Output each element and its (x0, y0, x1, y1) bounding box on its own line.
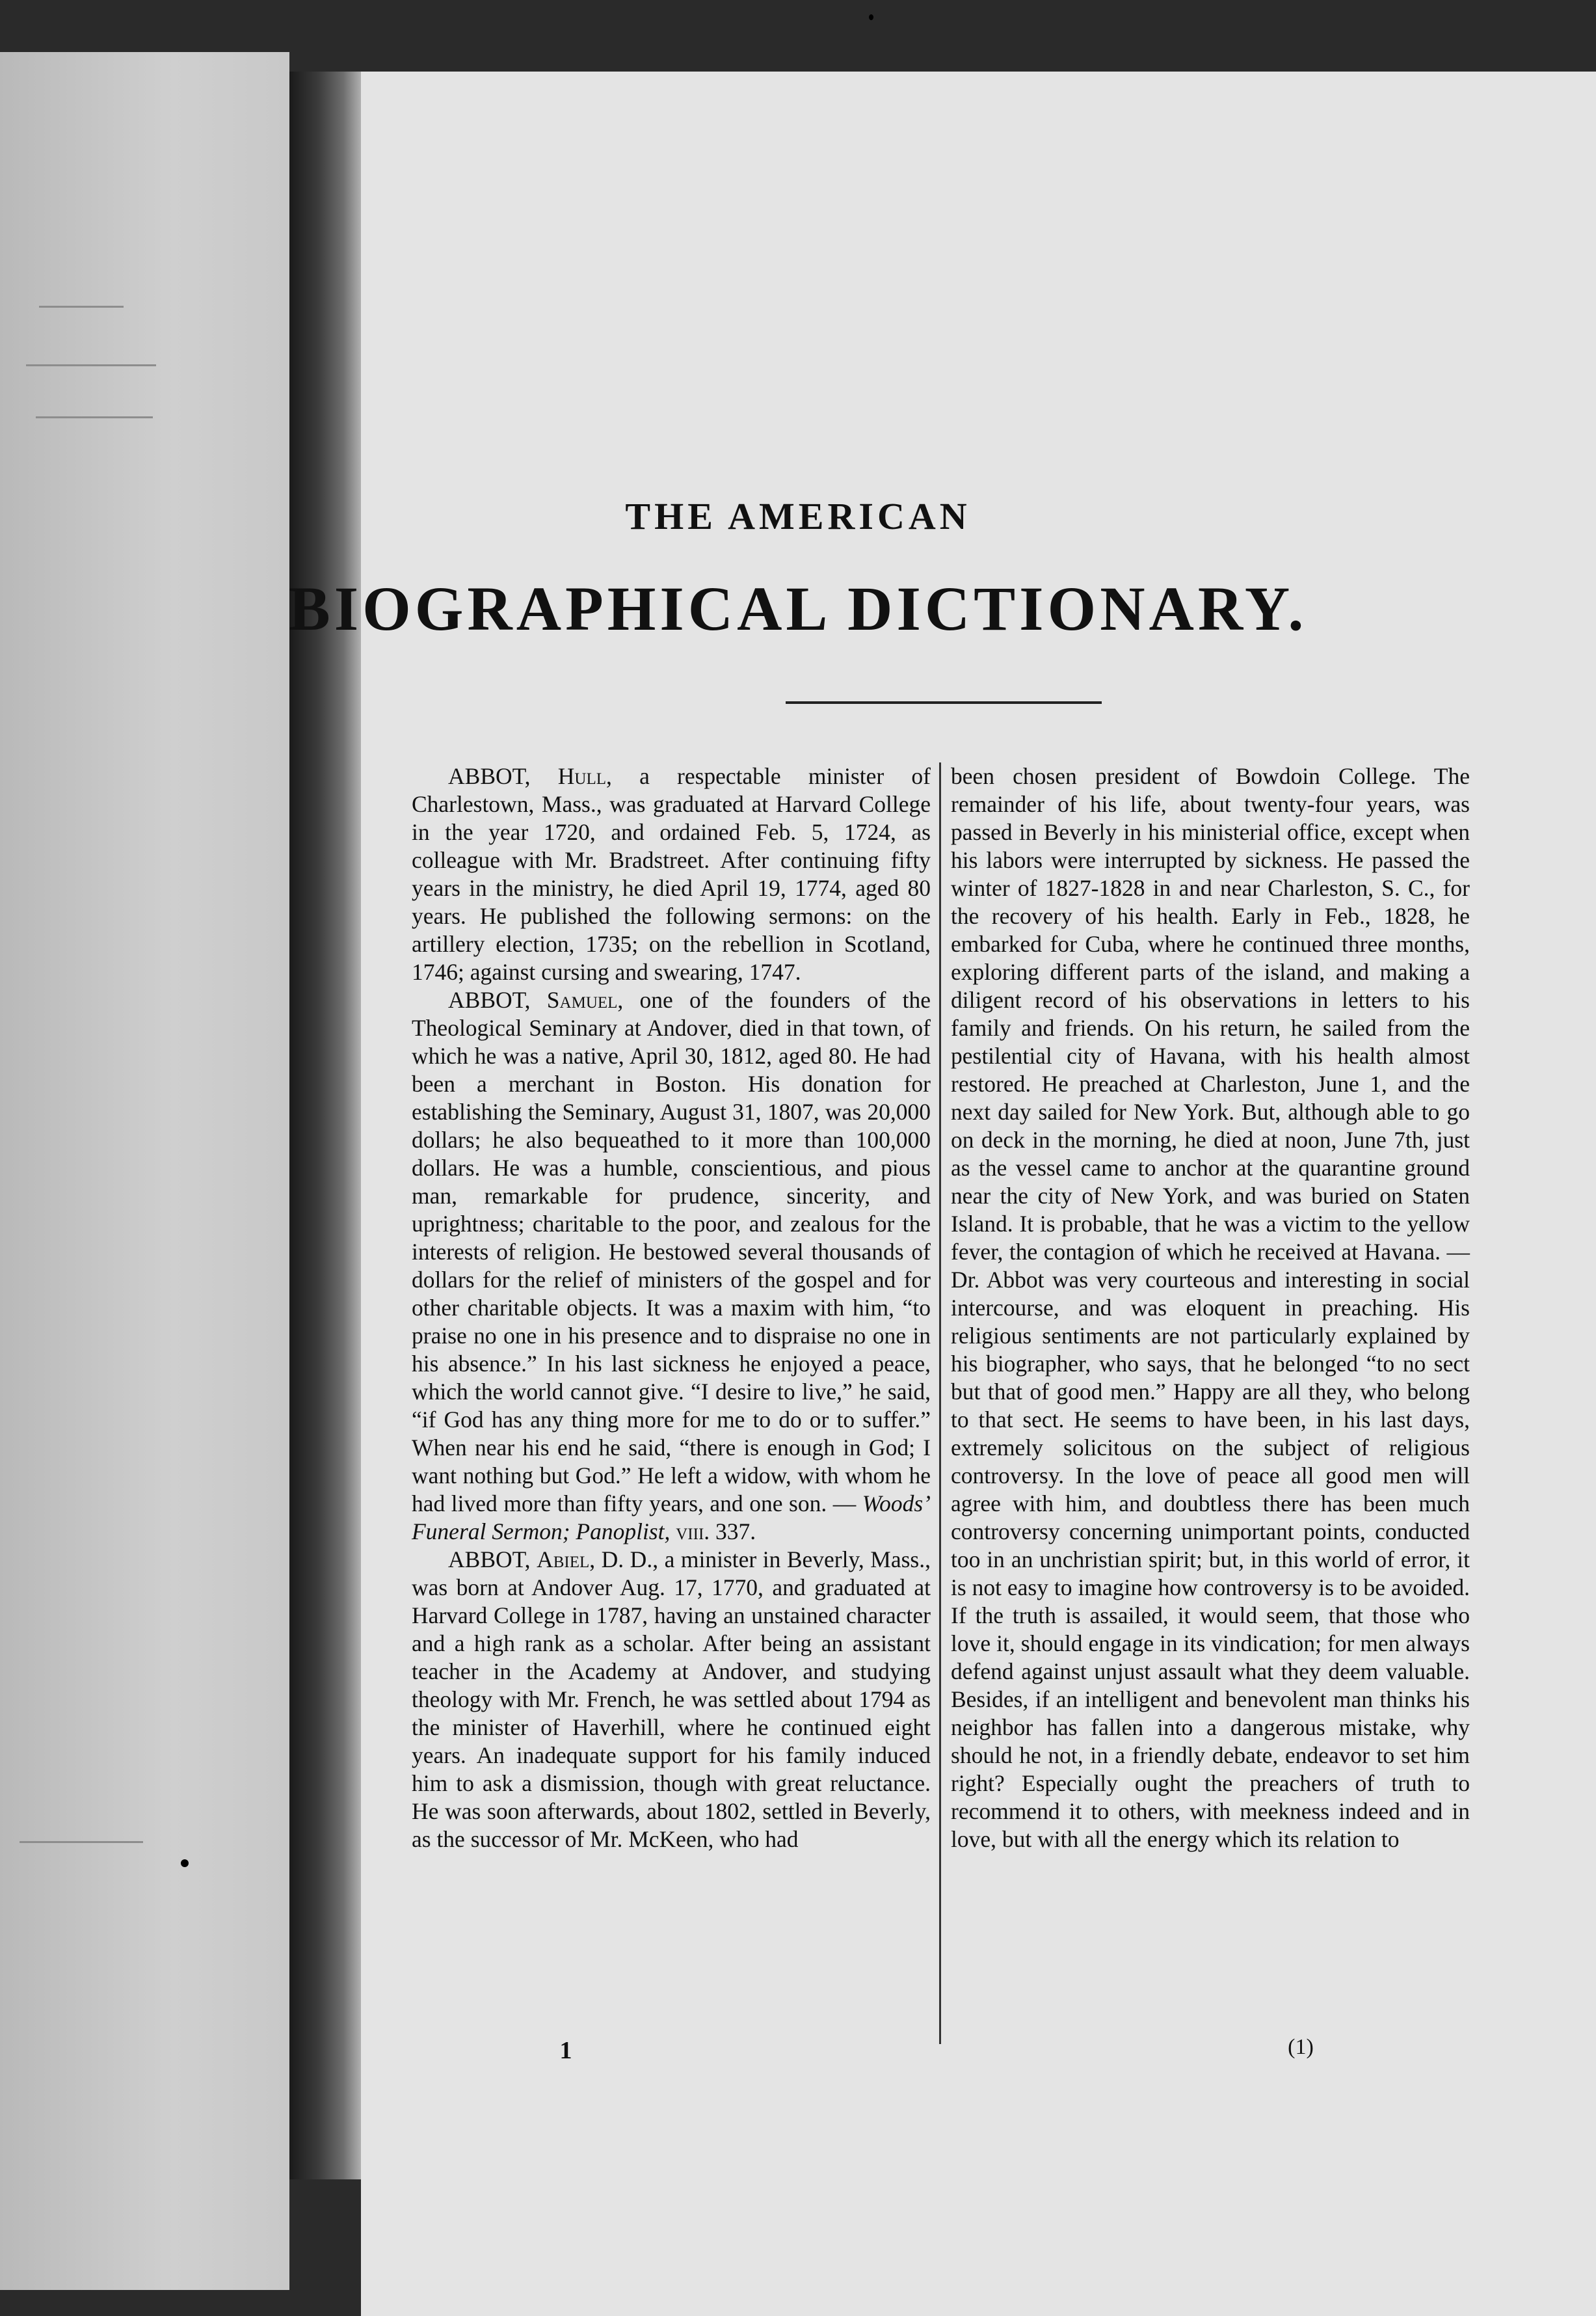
entry-source: Woods’ Funeral Sermon; Panoplist, (412, 1490, 931, 1544)
title-line-1: THE AMERICAN (625, 495, 971, 537)
text-column-left (412, 762, 931, 1853)
title-line-2: BIOGRAPHICAL DICTIONARY. (288, 574, 1308, 643)
bleed-mark (36, 416, 153, 418)
entry-given-name: Samuel, (546, 987, 624, 1013)
text-column-right (951, 762, 1470, 1853)
column-divider (939, 762, 941, 2044)
signature-mark: (1) (1288, 2035, 1314, 2059)
ink-speck (869, 14, 873, 20)
entry-abbot-hull (412, 762, 931, 986)
entry-text: a respectable minister of Charlestown, Mass., was graduated at Harvard College in the year 1720, and ordained Feb. 5, 1724, as colleague with Mr. Bradstreet. After continuing fifty years in the ministry, he died April 19, 1774, aged 80 years. He published the following sermons: on the artillery election, 1735; on the rebellion in Scotland, 1746; against cursing and swearing, 1747. (412, 763, 931, 985)
entry-abbot-samuel (412, 986, 931, 1546)
book-gutter (289, 72, 361, 2179)
entry-surname: ABBOT, (448, 763, 531, 789)
entry-text: D. D., a minister in Beverly, Mass., was born at Andover Aug. 17, 1770, and graduated at Harvard College in 1787, having an unstained character and a high rank as a scholar. After being an assistant teacher in the Academy at Andover, and studying theology with Mr. French, he was settled about 1794 as the minister of Haverhill, where he continued eight years. An inadequate support for his family induced him to ask a dismission, though with great reluctance. He was soon afterwards, about 1802, settled in Beverly, as the successor of Mr. McKeen, who had (412, 1546, 931, 1852)
bleed-mark (26, 364, 156, 366)
entry-surname: ABBOT, (448, 987, 531, 1013)
entry-abbot-abiel-continued: been chosen president of Bowdoin College. The remainder of his life, about twenty-four years, was passed in Beverly in his ministerial office, except when his labors were interrupted by sickness. He passed the winter of 1827-1828 in and near Charleston, S. C., for the recovery of his health. Early in Feb., 1828, he embarked for Cuba, where he continued three months, exploring different parts of the island, and making a diligent record of his observations in letters to his family and friends. On his return, he sailed from the pestilential city of Havana, with his health almost restored. He preached at Charleston, June 1, and the next day sailed for New York. But, although able to go on deck in the morning, he died at noon, June 7th, just as the vessel came to anchor at the quarantine ground near the city of New York, and was buried on Staten Island. It is probable, that he was a victim to the yellow fever, the contagion of which he received at Havana. — Dr. Abbot was very courteous and interesting in social intercourse, and was eloquent in preaching. His religious sentiments are not particularly explained by his biographer, who says, that he belonged “to no sect but that of good men.” Happy are all they, who belong to that sect. He seems to have been, in his last days, extremely solicitous on the subject of religious controversy. In the love of peace all good men will agree with him, and doubtless there has been much controversy concerning unimportant points, conducted too in an unchristian spirit; but, in this world of error, it is not easy to imagine how controversy is to be avoided. If the truth is assailed, it would seem, that those who love it, should engage in its vindication; for men always defend against unjust assault what they deem valuable. Besides, if an intelligent and benevolent man thinks his neighbor has fallen into a dangerous mistake, why should he not, in a friendly debate, endeavor to set him right? Especially ought the preachers of truth to recommend it to others, with meekness indeed and in love, but with all the energy which its relation to (951, 763, 1470, 1852)
entry-abbot-abiel (412, 1546, 931, 1853)
page-number: 1 (559, 2037, 572, 2064)
entry-source-ref: viii. 337. (670, 1518, 756, 1544)
ink-speck (181, 1859, 189, 1867)
title-rule (786, 701, 1102, 704)
entry-text: one of the founders of the Theological Seminary at Andover, died in that town, of which he was a native, April 30, 1812, aged 80. He had been a merchant in Boston. His donation for establishing the Seminary, August 31, 1807, was 20,000 dollars; he also bequeathed to it more than 100,000 dollars. He was a humble, conscientious, and pious man, remarkable for prudence, sincerity, and uprightness; charitable to the poor, and zealous for the interests of religion. He bestowed several thousands of dollars for the relief of ministers of the gospel and for other charitable objects. It was a maxim with him, “to praise no one in his presence and to dispraise no one in his absence.” In his last sickness he enjoyed a peace, which the world cannot give. “I desire to live,” he said, “if God has any thing more for me to do or to suffer.” When near his end he said, “there is enough in God; I want nothing but God.” He left a widow, with whom he had lived more than fifty years, and one son. — (412, 987, 931, 1516)
entry-given-name: Abiel, (537, 1546, 596, 1572)
entry-surname: ABBOT, (448, 1546, 531, 1572)
bleed-mark (39, 306, 124, 308)
entry-given-name: Hull, (557, 763, 612, 789)
facing-page (0, 52, 289, 2290)
bleed-mark (20, 1841, 143, 1843)
